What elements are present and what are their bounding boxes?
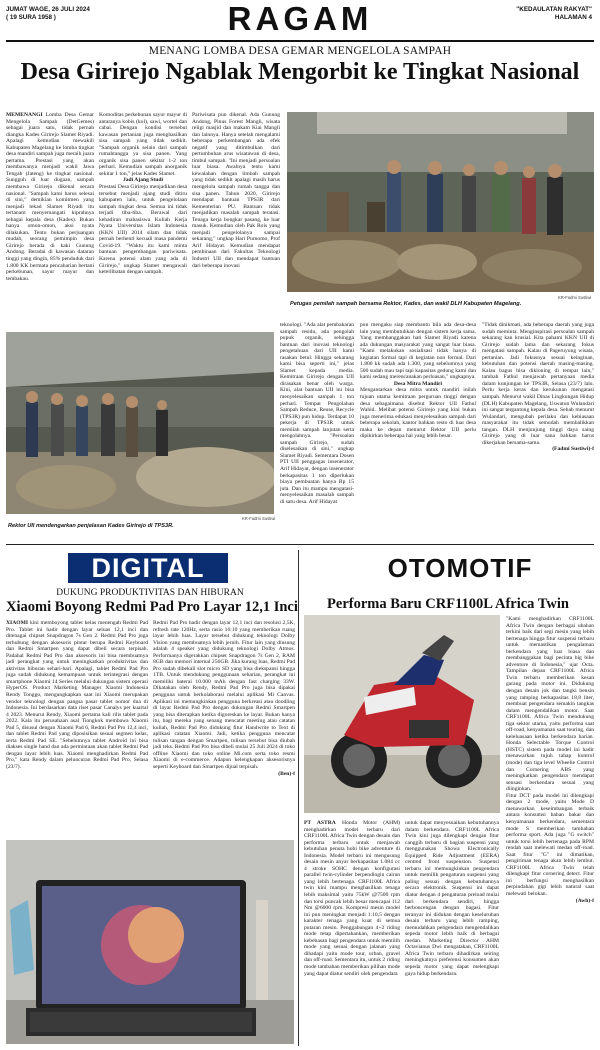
photo-caption: Petugas pemilah sampah bersama Rektor, Kades, dan wakil DLH Kabupaten Magelang.	[290, 301, 522, 307]
digital-col-2: Redmi Pad Pro hadir dengan layar 12,1 inci dan resolusi 2,5K, refresh rate 120Hz, serta rasio 16:10 yang memberikan ruang layar lebih luas. Layar tersebut didukung teknologi Dolby Vision yang membuatnya lebih jernih. Fitur lain yang diusung adalah 4 speaker yang didukung teknologi Dolby Atmos. Performanya digerakkan chipset Snapdragon 7s Gen 2, RAM 8GB dan memori internal 256GB. Jika kurang luas, Redmi Pad Pro sudah dibekali slot micro SD yang bisa diekspansi hingga 1TB. Untuk mendukung penggunaan seharian, perangkat ini memiliki baterai 10.000 mAh dengan fast charging 33W. Dikatakan oleh Rendy, Redmi Pad Pro juga bisa dipakai pengguna untuk berkolaborasi melalui aplikasi Mi Canvas. Aplikasi ini memungkinkan pengguna berkreasi atau doodling di layar Redmi Pad Pro dengan dukungan Redmi Smartpen yang bisa diterapkan ketika digoreskan ke layar. Bukan hanya itu, bagi mereka yang senang mencatat meeting atau catatan kuliah, Redmi Pad Pro didukung fitur Handwrite to Text di aplikasi catatan Xiaomi. Jadi, ketika pengguna mencatat tulisan tangan dengan Smartpen, tulisan tersebut bisa diubah jadi teks. Redmi Pad Pro bisa dibeli mulai 25 Juli 2024 di toko offline Xiaomi dan toko online Mi.com serta toko resmi Xiaomi di e-commerce. Adapun kelengkapan aksesorisnya seperti Keyboard dan Smartpen dijual terpisah. (Ben)-f	[153, 620, 295, 777]
lead-word: PT ASTRA	[304, 820, 336, 826]
lead-word: XIAOMI	[6, 620, 29, 626]
digital-kicker: DUKUNG PRODUKTIVITAS DAN HIBURAN	[56, 588, 244, 598]
photo-crf1100l	[304, 615, 500, 813]
lead-word: MEMENANGI	[6, 112, 43, 118]
section-banner-otomotif: OTOMOTIF	[387, 553, 533, 583]
header-rule	[6, 40, 594, 42]
issue-date: JUMAT WAGE, 26 JULI 2024	[6, 6, 90, 13]
newspaper-name: "KEDAULATAN RAKYAT"	[516, 6, 592, 13]
byline: (Ben)-f	[278, 770, 295, 777]
photo-rector-tps3r	[6, 332, 274, 514]
photo-credit: KR-Fadmi Sustiwi	[558, 295, 592, 300]
ragam-col-6: "Tidak dinikmati, ada beberapa daerah yang juga sudah meminta. Menginspirasi persoalan sampah sekarang kan krusial. Kita pahami KKN UII di Girirejo sudah lama dan sekarang fokus mengatasi sampah. Kalau di Pageruyung wisata, pertanian. Jadi fokusnya sesuai keinginan, kebutuhan dan potensi daerah masing-masing. Kalau bagus bisa dikloning di tempat lain," tambah Fathul menjawab pertanyaan media dalam kunjungan ke TPS3R, Selasa (23/7) lalu. Perlu kerja keras dan kerukunan mengatasi sampah. Menurut wakil Dinas Lingkungan Hidup (DLH) Kabupaten Magelang, Uswatun Wulandari ini sangat tergantung kepala desa. Sebab menurut Wulandari, mengubah perilaku dan kebiasaan masyarakat itu tidak semudah membalikkan tangan. DLH menjunjung tinggi daya saing Girirejo yang di luar sana bahkan harus dikerjakan bersama-sama. (Fadmi Sustiwi)-f	[482, 322, 594, 453]
digital-headline: Xiaomi Boyong Redmi Pad Pro Layar 12,1 Inci	[6, 599, 298, 615]
photo-credit: KR-Fadmi Sustiwi	[242, 516, 276, 521]
subheading: Jadi Ajang Studi	[122, 177, 164, 184]
byline: (Fadmi Sustiwi)-f	[552, 446, 594, 453]
otomotif-col-2: untuk dapat menyesuaikan kebutuhannya dalam berkendara. CRF1100L Africa Twin kini juga dilengkapi dengan fitur canggih terbaru di bagian suspensi yang menggunakan Showa Electronically Equipped Ride Adjustment (EERA) centred front suspension. Suspensi terbaru ini memungkinkan pengendara untuk memilih pengaturan suspensi yang paling sesuai dengan kebutuhannya secara elektronik. Suspensi ini dapat diatur dengan 4 pengaturan preload mulai dari berkendara sendiri, hingga berboncengan dengan bagasi. Fitur teranyar ini didukan dengan keseluruhan desain terbaru yang lebih ramping, memudahkan pengendara mengendalikan sepeda motor lebih baik di berbagai medan. Marketing Director AHM Octavianus Dwi mengatakan, CRF1100L Africa Twin terbaru dihadirkan seiring meningkatnya preferensi konsumen akan sepeda motor yang dapat melengkapi gaya hidup berkendara.	[405, 820, 499, 977]
ragam-col-1: MEMENANGI Lomba Desa Gemar Mengelola Sampah (DetGemes) sebagai juara satu, tidak pernah diangka Kades Girirejo Slamet Riyadi. Apalagi kemudian mewakili Kabupaten Magelang ke lomba tingkat desa mandiri sampah juga meraih juara pertama. Prestasi yang akan membawanya menjadi wakil Jawa Tengah (Jateng) ke tingkat nasional. Sungguh di luar dugaan, sampah membawa Girirejo dikenal secara nasional. "Sampah kami harus selesai di sini," demikian komitmen yang menjadi tekad Slamet Riyadi itu tertanam menyemangati kiprahnya sebagai kepala desa (Kades). Bukan hanya omon-omon, aksi nyata dilakukan. Tentu bukan perjuangan mudah, seorang pemimpin desa Girirejo berada di kaki Gunung Andong. Beradai di kawasan dataran tinggi yang dingin, 85% penduduk dari 1.800 KK bermata pencaharian bertani perkebunan, sayur mayur dan tembakau.	[6, 112, 94, 282]
photo-redmi-pad-pro	[6, 840, 294, 1044]
ragam-kicker: MENANG LOMBA DESA GEMAR MENGELOLA SAMPAH	[148, 45, 452, 57]
otomotif-col-1: PT ASTRA Honda Motor (AHM) menghadirkan model terbaru dari CRF1100L Africa Twin dengan desain dan performa terbaru untuk menjawab kebutuhan penuta hobi bike adventure di Indonesia. Model terbaru ini mengusung desain mesin anyar berkapasitas 1.084 cc 4 stroke SOHC dengan konfigurasi parallel twin-cylinder berpendingin cairan yang lebih bertenaga. CRF1100L Africa twin kini mampu menghasilkan tenaga lebih maksimal yaitu 75kW @7500 rpm dan torsi puncak lebih besar mencapai 112 Nm @6000 rpm. Kompresi mesin model ini pun meningkat menjadi 1:10,5 dengan karakter tenaga yang kuat di semua putaran mesin. Penggabungan 4+2 riding mode tetap dipertahankan, memberikan kebebasan bagi pengendara untuk memilih mode yang sesuai dengan jalanan yang dihadapi yaitu mode tour, urban, gravel dan off-road. Sementara itu, untuk 2 riding mode tambahan memberikan pilihan mode yang dapat diatur sendiri oleh pengendara	[304, 820, 400, 977]
photo-redmi-pad-pro-image	[6, 840, 294, 1044]
photo-rector-tps3r-image	[6, 332, 274, 514]
ragam-col-4: teknologi. "Ada alat pembakaran sampah residu, ada pengolah pupuk organik, sehingga bantuan dari inovasi teknologi pengetahuan dari UII kami rasakan betul. Hingga sekarang kami bisa seperti ini," jelas Slamet kepada media. Kemitraan Girirejo dengan UII dirasakan benar oleh warga. Kini, alat bantuan UII ini bisa menyelesaikan sampah 1 ton perhari. Tempat Pengolahan Sampah Reduce, Reuse, Recycle (TPS3R) pun hidup. Terdapat 10 pekerja di TPS3R untuk memilah sampah lanjutan serta mengolahnya. "Persoalan sampah Girirejo, sudah diselesaikan di sini," ungkap Slamet Riyadi. Sementara Dosen PTI UII penggagas insenerator, Arif Hidayat, dengan insenerator berkapasitas 1 ton diperlukan biaya pembuatan hanya Rp 15 juta. Dan itu mampu mengatasi-menyelesaikan masalah sampah di satu desa. Arif Hidayat	[280, 322, 354, 505]
ragam-col-2: Komoditas perkebunan sayur mayur di antaranya kobis (kol), sawi, wortel dan cabai. Dengan kondisi tersebut kawasan pertanian juga menghasilkan sisa sampah yang tidak sedikit. "Sampah organik selain dari sampah rumahtangga ya sisa panen. Yang organik sisa panen sekitar 1-2 ton perhari. Kemudian sampah anorganik sekitar 1 ton," jelas Kades Slamet. Jadi Ajang Studi Prestasi Desa Girirejo menjadikan desa tersebut menjadi ajang studi ditiru kabupaten lain, untuk pengelolaan sampah tingkat desa. Semua ini tidak terjadi tiba-tiba. Berawal dari kehadiran mahasiswa Kuliah Kerja Nyata Universitas Islam Indonesia (KKN UII) 2014 silam dan tidak pernah berhenti kecuali masa pandemi Covid-19. "Waktu itu kami minta bantuan pengembangan pariwisata. Karena potensi alam yang ada di Girirejo," ungkap Slamet mengawali keterlibatan dengan sampah.	[99, 112, 187, 276]
column-divider	[298, 550, 299, 1046]
issue-sura: ( 19 SURA 1958 )	[6, 14, 56, 21]
subheading: Desa Mitra Mandiri	[393, 380, 443, 387]
page-number: HALAMAN 4	[554, 14, 592, 21]
photo-waste-sorters-image	[287, 112, 594, 292]
otomotif-headline: Performa Baru CRF1100L Africa Twin	[327, 596, 569, 612]
ragam-col-3: Pariwisata pun dikenal. Ada Gunung Andong, Pinus Forest Mangli, wisata religi masjid dan makam Kiai Mangli dan lainnya. Hanya setelah mengalami beberapa perkembangan ada efek negatif yang ditimbulkan dari pertumbuhan arus wisatawan di desa, timbul sampah. "Ini menjadi persoalan luar biasa. Awalnya tentu kami kewalahan dengan limbah sampah yang tidak sedikit apalagi masih harus mengelola sampah rumah tangga dan sisa panen. Tahun 2020, Girirejo mendapat bantuan TPS3R dari Kementerian PU. Bantuan tidak menjadikan masalah sampah teratasi. Tenaga kerja bongkar pasang, ke luar masuk. Kemudian oleh Pak Rois yang menjadi pengelolanya sampai sekarang," ungkap Hari Purnomo, Prof Arif Hidayat. Kemudian mendapat pembinaan dari Fakultas Teknologi Industri UII dan mendapat bantuan dari beberapa inovasi	[192, 112, 280, 269]
section-divider	[6, 544, 594, 545]
digital-col-1: XIAOMI kini memboyong tablet kelas menengah Redmi Pad Pro. Tablet ini hadir dengan layar seluas 12,1 inci dan ditenagai chipset Snapdragon 7s Gen 2. Redmi Pad Pro juga terhubung dengan aksesoris pintar berupa Redmi Keyboard dan Redmi Smartpen yang dapat dibeli secara terpisah. Padahal Redmi Pad Pro dan aksesoris ini bisa membuatnya jadi perangkat yang untuk meningkatkan produktivitas dan aktivitas hiburan sehari-hari. Apalagi, tablet Redmi Pad Pro juga sudah didukung kemampuan untuk terintegrasi dengan smartphone Xiaomi 14 Series melalui dukungan sistem operasi HyperOS. Product Marketing Manager Xiaomi Indonesia Rendy Tonggo, mengungkapkan saat ini Xiaomi merupakan vendor teknologi dengan pangsa pasar tablet nomor dua di Indonesia. Ini berdasarkan data riset pasar Canalys per kuartal 4 2023. Menurut Rendy, Xiaomi pertama kali rilis tablet pada 2022. Kala itu perusahaan asal Tiongkok membawa Xiaomi Pad 5, disusul dengan Xiaomi Pad 6, Redmi Pad Pro 12,4 inci, dan tablet Redmi Pad yang diposisikan sesuai segmen kelas, serta Redmi Pad SE. "Sebelumnya tablet Android ini bisa diakses single hand dan ada permintaan akan tablet Redmi Pad dengan layar lebih luas. Xiaomi menghadirkan Redmi Pad Pro," kata Rendy dalam peluncuran Redmi Pad Pro, Selasa (23/7).	[6, 620, 148, 771]
ragam-headline: Desa Girirejo Ngablak Mengorbit ke Tingkat Nasional	[20, 59, 580, 85]
photo-crf1100l-image	[304, 615, 500, 813]
photo-waste-sorters	[287, 112, 594, 292]
byline: (Awh)-f	[575, 897, 594, 904]
section-banner-digital: DIGITAL	[68, 553, 228, 583]
otomotif-col-3: "Kami menghadirkan CRF1100L Africa Twin dengan berbagai ubahan terkini baik dari segi mesin yang lebih bertenaga hingga fitur suspensi terbaru untuk memastikan pengalaman berkendara yang luar biasa dan membanggakan bagi pecinta big bike adventure di Indonesia," ujar Octa. Tampilan depan CRF1100L Africa Twin terbaru memberikan kesan garang pada motor ini. Didukung dengan desain jok dan tangki bensin yang ramping berkapasitas 18,8 liter, membuat pengendara semakin tangkas dalam mengendalikan motor. Saat CRF1100L Africa Twin mendukung tiga sektor utama, yaitu performa saat off-road, kenyamanan saat touring, dan keleluasaan ketika berkendara harian. Honda Selectable Torque Control (HSTC) sistem pada model ini hadir menawarkan tujuh tahap kontrol (mode) dan tiga level Wheelie Control dan Cornering ABS yang meningkatkan pengendara mendapat sensasi berkendara sesuai yang diinginkan. Fitur DCT pada model ini dilengkapi dengan 2 mode, yaitu Mode D menawarkan keseimbangan terbaik antara konsumsi bahan bakar dan kenyamanan berkendara, sementara mode S memberikan tambahan performa sport. Ada juga "G switch" untuk torsi lebih bertenaga pada RPM rendah saat melewati medan off-road. Saat fitur "G" ini dimatikan, pengiriman tenaga akan lebih lembut. CRF1100L Africa Twin telah dilengkapi fitur cornering detect. Fitur ini berfungsi menghasilkan perpindahan gigi lebih natural saat melewati belokan. (Awh)-f	[506, 616, 594, 904]
photo-caption: Rektor UII mendengarkan penjelasan Kades Girirejo di TPS3R.	[8, 523, 174, 529]
masthead: RAGAM	[227, 0, 373, 37]
ragam-col-5: pun mengaku siap membantu bila ada desa-desa lain yang membutuhkan dengan sistem kerja sama. Yang membanggakan hati Slamet Riyadi karena ada dukungan masyarakat yang sangat luar biasa. "Kami melakukan sosialisasi tidak hanya di kegiatan formal tapi di kegiatan non formal. Dari 1.800 kk sudah ada 1.300, yang sebelumnya yang 500 sudah mau tapi tapi kapasitas gedung kami dan kami sedang merencanakan perluasan," ungkapnya. Desa Mitra Mandiri Mengantarkan desa mitra untuk mandiri inilah tujuan utama kemitraan perguruan tinggi dengan desa sebagaimana disebut Rektor UII Fathul Wahid. Melihat potensi Girirejo yang kini bukan juga menerima edukasi menyelesaikan sampah dari beberapa sekolah, kantor bahkan resto di luar desa maka ke depan menurut Rektor UII perlu dipikirkan beberapa hal yang lebih besar.	[360, 322, 476, 440]
